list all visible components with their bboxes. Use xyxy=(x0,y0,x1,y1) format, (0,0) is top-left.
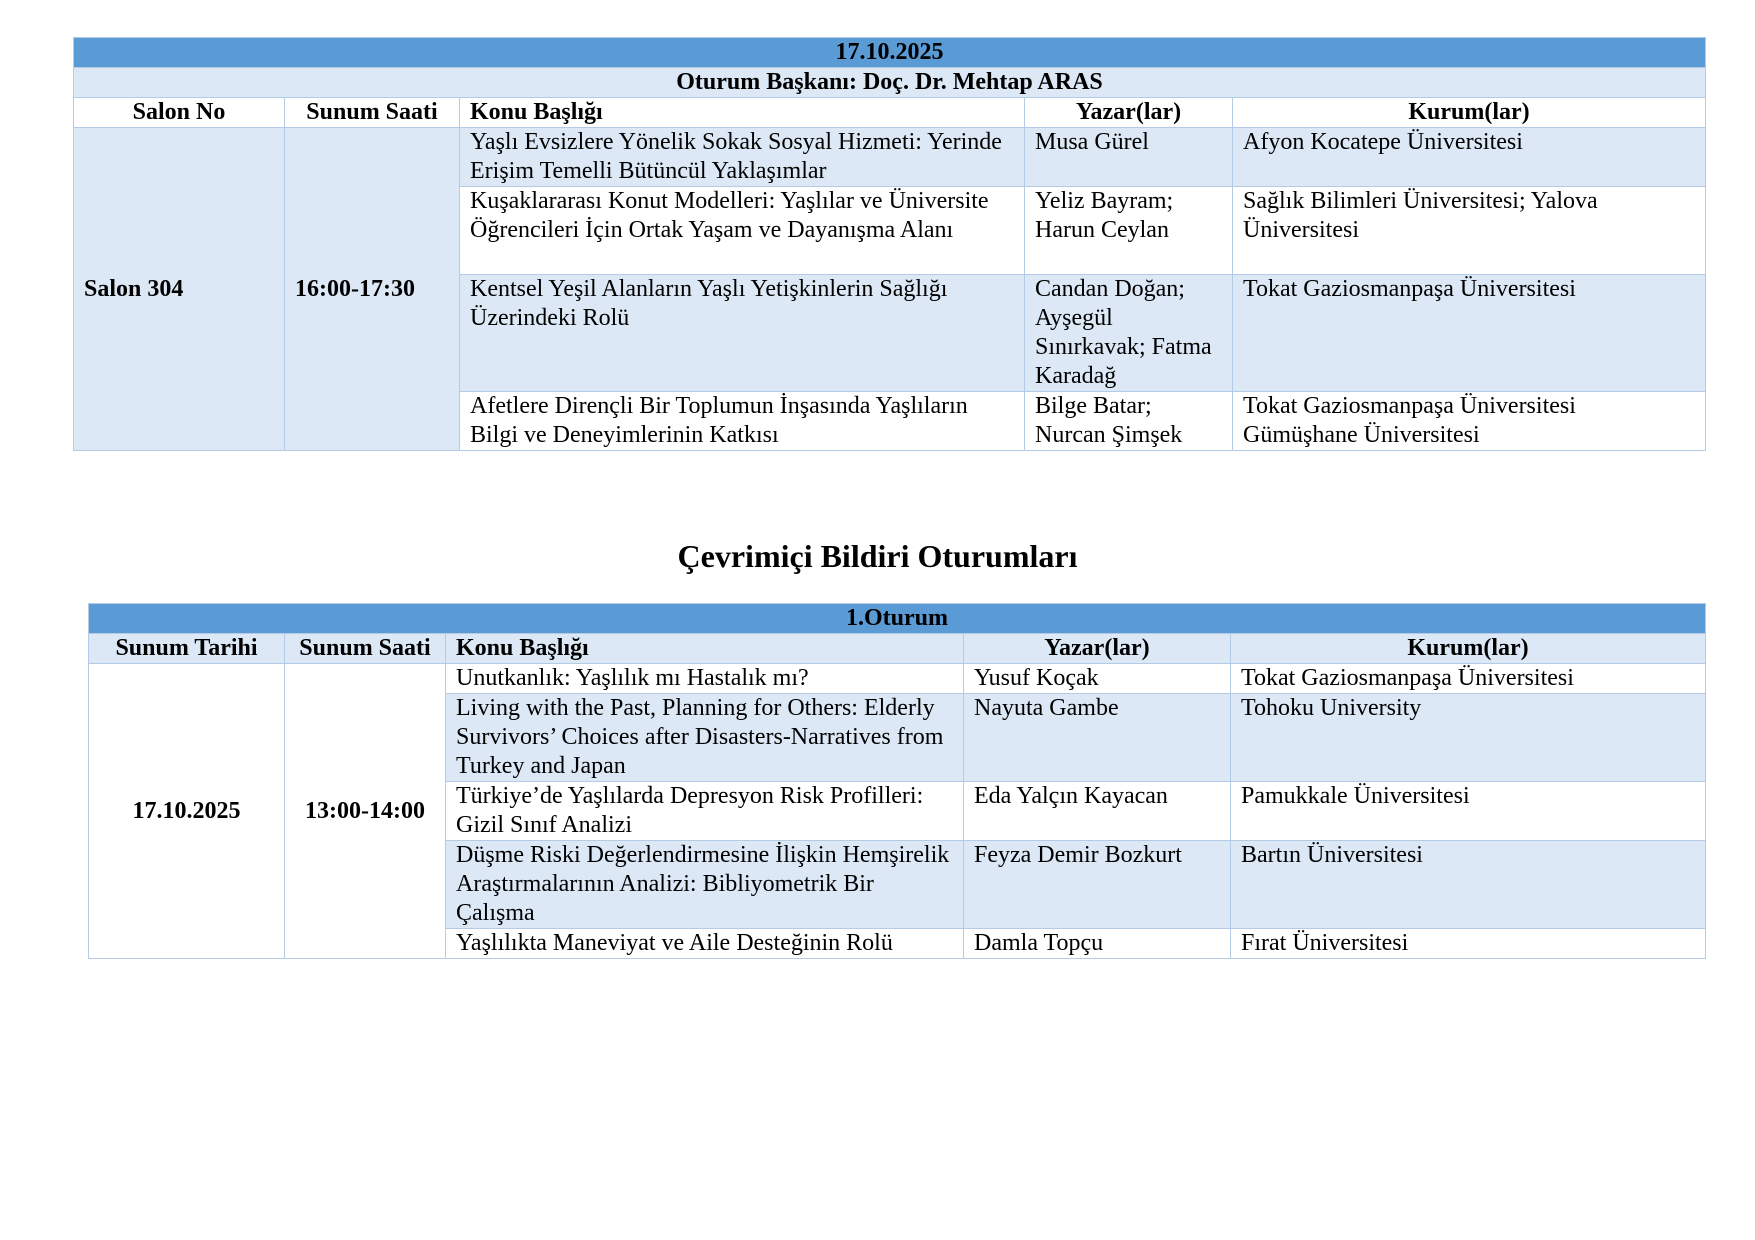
talk-title: Living with the Past, Planning for Others: Elderly Survivors’ Choices after Disasters-Narratives from Turkey and Japan xyxy=(446,694,964,782)
header-date: Sunum Tarihi xyxy=(89,634,285,664)
talk-institutions: Tokat Gaziosmanpaşa Üniversitesi Gümüşhane Üniversitesi xyxy=(1233,392,1706,451)
talk-authors: Yusuf Koçak xyxy=(964,664,1231,694)
talk-title: Düşme Riski Değerlendirmesine İlişkin Hemşirelik Araştırmalarının Analizi: Bibliyometrik Bir Çalışma xyxy=(446,841,964,929)
talk-authors: Damla Topçu xyxy=(964,929,1231,959)
session-date: 17.10.2025 xyxy=(74,38,1706,68)
session-chair: Oturum Başkanı: Doç. Dr. Mehtap ARAS xyxy=(74,68,1706,98)
room-cell: Salon 304 xyxy=(74,128,285,451)
talk-authors: Musa Gürel xyxy=(1025,128,1233,187)
header-title: Konu Başlığı xyxy=(460,98,1025,128)
header-row xyxy=(74,98,1706,128)
header-institutions: Kurum(lar) xyxy=(1233,98,1706,128)
talk-institutions: Pamukkale Üniversitesi xyxy=(1231,782,1706,841)
date-band-row xyxy=(74,38,1706,68)
talk-title: Türkiye’de Yaşlılarda Depresyon Risk Profilleri: Gizil Sınıf Analizi xyxy=(446,782,964,841)
section-title: Çevrimiçi Bildiri Oturumları xyxy=(677,538,1078,574)
talk-authors: Bilge Batar; Nurcan Şimşek xyxy=(1025,392,1233,451)
talk-title: Kentsel Yeşil Alanların Yaşlı Yetişkinlerin Sağlığı Üzerindeki Rolü xyxy=(460,275,1025,392)
header-institutions: Kurum(lar) xyxy=(1231,634,1706,664)
chair-row xyxy=(74,68,1706,98)
talk-authors: Nayuta Gambe xyxy=(964,694,1231,782)
talk-institutions: Tokat Gaziosmanpaşa Üniversitesi xyxy=(1233,275,1706,392)
time-cell: 13:00-14:00 xyxy=(285,664,446,959)
talk-institutions: Fırat Üniversitesi xyxy=(1231,929,1706,959)
header-title: Konu Başlığı xyxy=(446,634,964,664)
talk-authors: Yeliz Bayram; Harun Ceylan xyxy=(1025,187,1233,275)
header-time: Sunum Saati xyxy=(285,634,446,664)
talk-authors: Eda Yalçın Kayacan xyxy=(964,782,1231,841)
talk-institutions: Tohoku University xyxy=(1231,694,1706,782)
header-room: Salon No xyxy=(74,98,285,128)
talk-institutions: Tokat Gaziosmanpaşa Üniversitesi xyxy=(1231,664,1706,694)
talk-authors: Candan Doğan; Ayşegül Sınırkavak; Fatma Karadağ xyxy=(1025,275,1233,392)
talk-institutions: Bartın Üniversitesi xyxy=(1231,841,1706,929)
header-authors: Yazar(lar) xyxy=(1025,98,1233,128)
talk-institutions: Sağlık Bilimleri Üniversitesi; Yalova Üniversitesi xyxy=(1233,187,1706,275)
talk-title: Unutkanlık: Yaşlılık mı Hastalık mı? xyxy=(446,664,964,694)
table-row xyxy=(74,128,1706,187)
talk-authors: Feyza Demir Bozkurt xyxy=(964,841,1231,929)
time-cell: 16:00-17:30 xyxy=(285,128,460,451)
talk-title: Yaşlılıkta Maneviyat ve Aile Desteğinin Rolü xyxy=(446,929,964,959)
session-name: 1.Oturum xyxy=(89,604,1706,634)
header-row xyxy=(89,634,1706,664)
session-table-2 xyxy=(88,603,1706,959)
talk-title: Yaşlı Evsizlere Yönelik Sokak Sosyal Hizmeti: Yerinde Erişim Temelli Bütüncül Yaklaşımlar xyxy=(460,128,1025,187)
header-time: Sunum Saati xyxy=(285,98,460,128)
header-authors: Yazar(lar) xyxy=(964,634,1231,664)
talk-title: Afetlere Dirençli Bir Toplumun İnşasında Yaşlıların Bilgi ve Deneyimlerinin Katkısı xyxy=(460,392,1025,451)
talk-title: Kuşaklararası Konut Modelleri: Yaşlılar ve Üniversite Öğrencileri İçin Ortak Yaşam ve Dayanışma Alanı xyxy=(460,187,1025,275)
session-band-row xyxy=(89,604,1706,634)
session-table-1 xyxy=(73,37,1706,451)
talk-institutions: Afyon Kocatepe Üniversitesi xyxy=(1233,128,1706,187)
table-row xyxy=(89,664,1706,694)
date-cell: 17.10.2025 xyxy=(89,664,285,959)
